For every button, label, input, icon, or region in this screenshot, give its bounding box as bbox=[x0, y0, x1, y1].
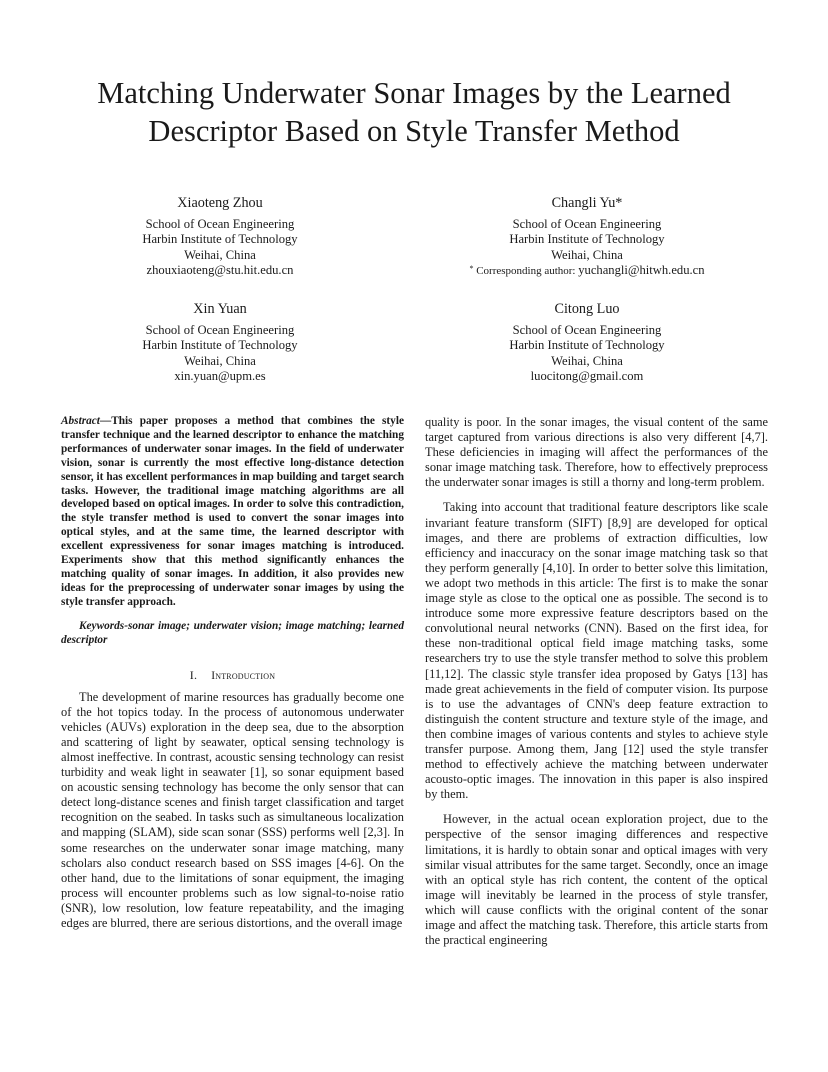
author-email: xin.yuan@upm.es bbox=[174, 369, 266, 383]
title-line-1: Matching Underwater Sonar Images by the Learned bbox=[97, 76, 731, 110]
section-title: Introduction bbox=[211, 669, 276, 682]
body-paragraph: quality is poor. In the sonar images, the visual content of the same target captured from various directions is also very different [4,7]. These deficiencies in imaging will affect the performances of the sonar image matching task. Therefore, how to effectively preprocess the underwater sonar images is still a thorny and long-term problem. bbox=[425, 415, 768, 490]
corresponding-label: Corresponding author: bbox=[473, 265, 579, 277]
author-block-1 bbox=[70, 196, 370, 279]
author-city: Weihai, China bbox=[551, 247, 623, 262]
author-city: Weihai, China bbox=[184, 247, 256, 262]
author-email: luocitong@gmail.com bbox=[530, 369, 644, 383]
author-block-3 bbox=[70, 302, 370, 385]
author-name: Xiaoteng Zhou bbox=[177, 195, 263, 211]
author-name: Changli Yu* bbox=[551, 195, 623, 211]
author-inst: Harbin Institute of Technology bbox=[509, 338, 665, 352]
author-email: zhouxiaoteng@stu.hit.edu.cn bbox=[146, 263, 294, 277]
abstract-label: Abstract bbox=[61, 415, 100, 427]
right-column bbox=[425, 415, 768, 948]
author-name: Xin Yuan bbox=[193, 301, 247, 317]
author-dept: School of Ocean Engineering bbox=[145, 216, 295, 231]
author-email: yuchangli@hitwh.edu.cn bbox=[578, 263, 705, 277]
paper-title bbox=[40, 74, 788, 150]
body-paragraph: However, in the actual ocean exploration project, due to the perspective of the sensor imaging differences and respective limitations, it is hardly to obtain sonar and optical images with very similar visual attributes for the same target. Secondly, once an image with an optical style has rich content, the content of the optical image will inevitably be learned in the process of style transfer, which will cause conflicts with the original content of the sonar image and affect the matching task. Therefore, this article starts from the practical engineering bbox=[425, 812, 768, 948]
author-inst: Harbin Institute of Technology bbox=[509, 232, 665, 246]
author-dept: School of Ocean Engineering bbox=[512, 322, 662, 337]
keywords: Keywords-sonar image; underwater vision; image matching; learned descriptor bbox=[61, 619, 404, 646]
author-block-4 bbox=[437, 302, 737, 385]
author-dept: School of Ocean Engineering bbox=[512, 216, 662, 231]
author-name: Citong Luo bbox=[554, 301, 620, 317]
body-paragraph: The development of marine resources has gradually become one of the hot topics today. In the process of autonomous underwater vehicles (AUVs) exploration in the deep sea, due to the absorption and scattering of light by seawater, optical sensing technology is almost ineffective. In contrast, acoustic sensing technology can resist turbidity and weak light in seawater [1], so sonar equipment based on acoustic sensing technology has become the only sensor that can detect long-distance scenes and finish target classification and target recognition on the seabed. In tasks such as simultaneous localization and mapping (SLAM), side scan sonar (SSS) performs well [2,3]. In some researches on the underwater sonar image matching, many scholars also conduct research based on SSS images [4-6]. On the other hand, due to the limitations of sonar equipment, the imaging process will encounter problems such as low signal-to-noise ratio (SNR), low resolution, low feature repeatability, and the imaging edges are blurred, there are serious distortions, and the overall image bbox=[61, 689, 404, 930]
body-paragraph: Taking into account that traditional feature descriptors like scale invariant feature transform (SIFT) [8,9] are developed for optical images, and there are problems of extraction difficulties, low efficiency and inaccuracy on the sonar image matching task so that they perform generally [4,10]. In order to better solve this limitation, we adopt two methods in this article: The first is to make the sonar image style as close to the optical one as possible. The second is to introduce some more expressive feature descriptors based on the convolutional neural networks (CNN). Based on the first idea, for these non-traditional optical field image matching tasks, some researchers try to use the style transfer method to solve this problem [11,12]. The classic style transfer idea proposed by Gatys [13] has made great achievements in the field of computer vision. Its purpose is to use the advantages of CNN's deep feature extraction to distinguish the content structure and texture style of the image, and then combine images of various contents and styles to achieve style transfer purpose. Among them, Jang [12] used the style transfer method to effectively achieve the matching between underwater acousto-optic images. The innovation in this paper is also inspired by them. bbox=[425, 500, 768, 802]
author-inst: Harbin Institute of Technology bbox=[142, 338, 298, 352]
author-dept: School of Ocean Engineering bbox=[145, 322, 295, 337]
author-email-line bbox=[437, 263, 737, 280]
corresponding-star: * bbox=[469, 264, 474, 273]
abstract-dash: — bbox=[99, 415, 112, 427]
author-block-2 bbox=[437, 196, 737, 280]
section-heading bbox=[61, 668, 404, 684]
title-line-2: Descriptor Based on Style Transfer Method bbox=[148, 114, 680, 148]
abstract-text: This paper proposes a method that combines the style transfer technique and the learned descriptor to enhance the matching performances of underwater sonar images. In the field of underwater vision, sonar is currently the most effective long-distance detection sensor, it has excellent performances in map building and target search tasks. However, the traditional image matching algorithms are all developed based on optical images. In order to solve this contradiction, the style transfer method is used to convert the sonar images into optical styles, and at the same time, the learned descriptor with excellent expressiveness for sonar images matching is introduced. Experiments show that this method significantly enhances the matching quality of sonar images. In addition, it also provides new ideas for the preprocessing of underwater sonar images by using the style transfer approach. bbox=[61, 415, 404, 608]
section-number: I. bbox=[189, 667, 198, 682]
author-inst: Harbin Institute of Technology bbox=[142, 232, 298, 246]
abstract bbox=[61, 415, 404, 610]
left-column bbox=[61, 415, 404, 931]
author-city: Weihai, China bbox=[551, 353, 623, 368]
author-city: Weihai, China bbox=[184, 353, 256, 368]
